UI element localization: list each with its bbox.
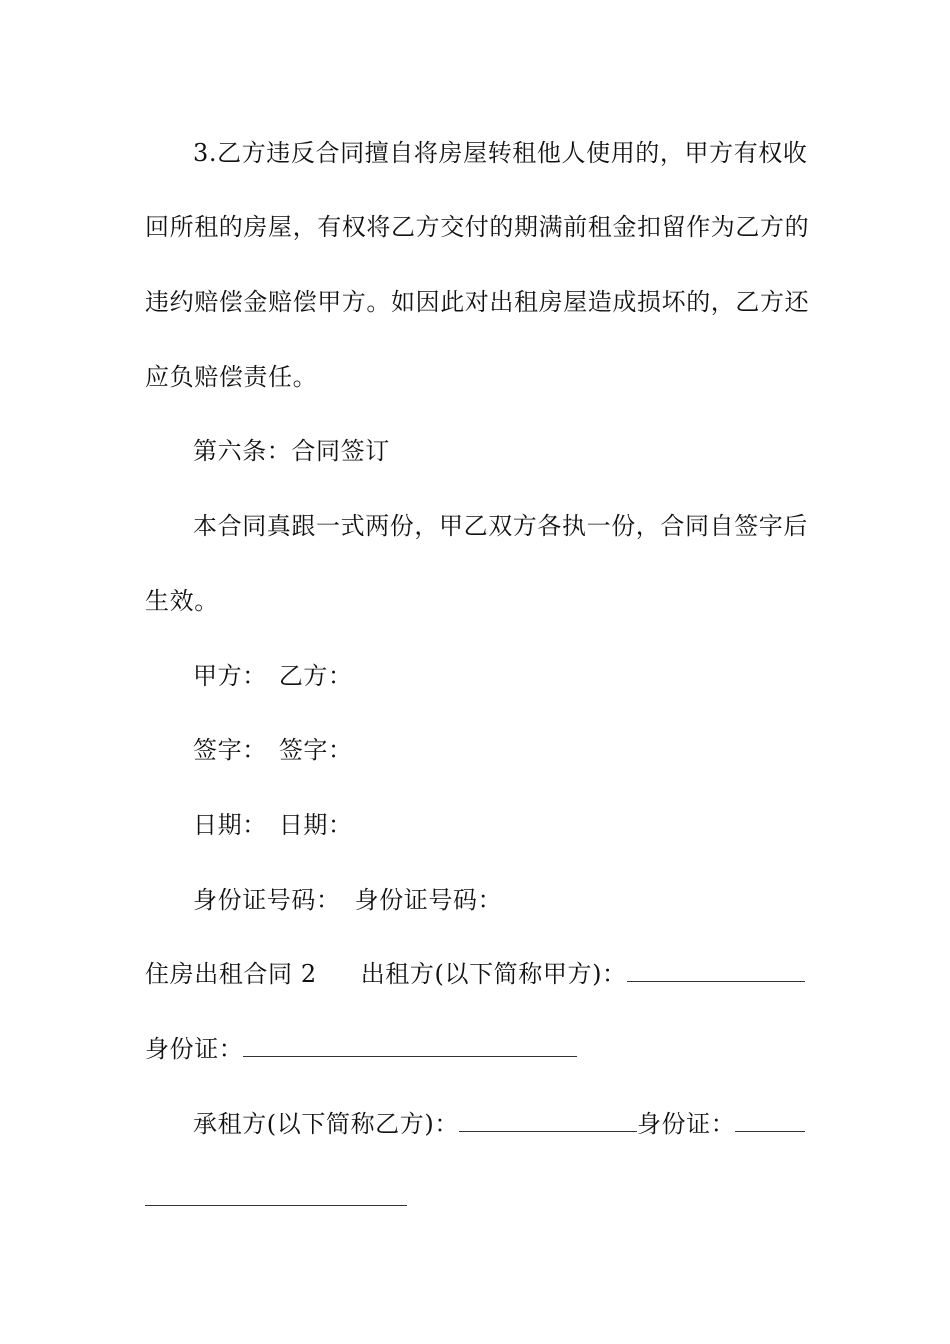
party-b-label: 乙方： bbox=[278, 662, 353, 690]
sign-row bbox=[193, 734, 810, 766]
lessee-id-label: 身份证： bbox=[636, 1110, 736, 1138]
article6-heading: 第六条：合同签订 bbox=[193, 437, 390, 465]
lessor-id-label: 身份证： bbox=[145, 1035, 244, 1063]
lessor-label: 出租方(以下简称甲方)： bbox=[360, 960, 627, 988]
article6-body-line2: 生效。 bbox=[145, 587, 219, 615]
sign-b-label: 签字： bbox=[278, 736, 353, 764]
article6-body-line1: 本合同真跟一式两份，甲乙双方各执一份，合同自签字后 bbox=[193, 512, 808, 540]
lessor-id-blank bbox=[243, 1034, 577, 1057]
clause3-line2: 回所租的房屋，有权将乙方交付的期满前租金扣留作为乙方的 bbox=[145, 213, 810, 241]
party-a-label: 甲方： bbox=[193, 662, 267, 690]
date-b-label: 日期： bbox=[278, 811, 353, 839]
date-a-label: 日期： bbox=[193, 811, 267, 839]
clause3-line4: 应负赔偿责任。 bbox=[145, 363, 318, 391]
contract2-title: 住房出租合同 2 bbox=[145, 960, 317, 988]
id-a-label: 身份证号码： bbox=[193, 886, 341, 914]
lessor-name-blank bbox=[627, 959, 805, 982]
clause3-line1: 3.乙方违反合同擅自将房屋转租他人使用的，甲方有权收 bbox=[193, 139, 808, 167]
lessee-label: 承租方(以下简称乙方)： bbox=[193, 1110, 459, 1138]
id-b-label: 身份证号码： bbox=[354, 886, 503, 914]
clause3-line3: 违约赔偿金赔偿甲方。如因此对出租房屋造成损坏的，乙方还 bbox=[145, 288, 810, 316]
lessee-name-blank bbox=[459, 1109, 637, 1132]
date-row bbox=[193, 809, 810, 841]
party-row bbox=[193, 660, 810, 692]
lessee-row bbox=[193, 1108, 810, 1140]
lessee-id-continuation-row bbox=[145, 1182, 810, 1214]
id-row bbox=[193, 884, 810, 916]
contract2-title-row bbox=[145, 958, 810, 990]
sign-a-label: 签字： bbox=[193, 736, 267, 764]
lessor-id-row bbox=[145, 1033, 810, 1065]
lessee-id-blank-start bbox=[735, 1109, 805, 1132]
lessee-id-blank-continuation bbox=[145, 1183, 407, 1206]
